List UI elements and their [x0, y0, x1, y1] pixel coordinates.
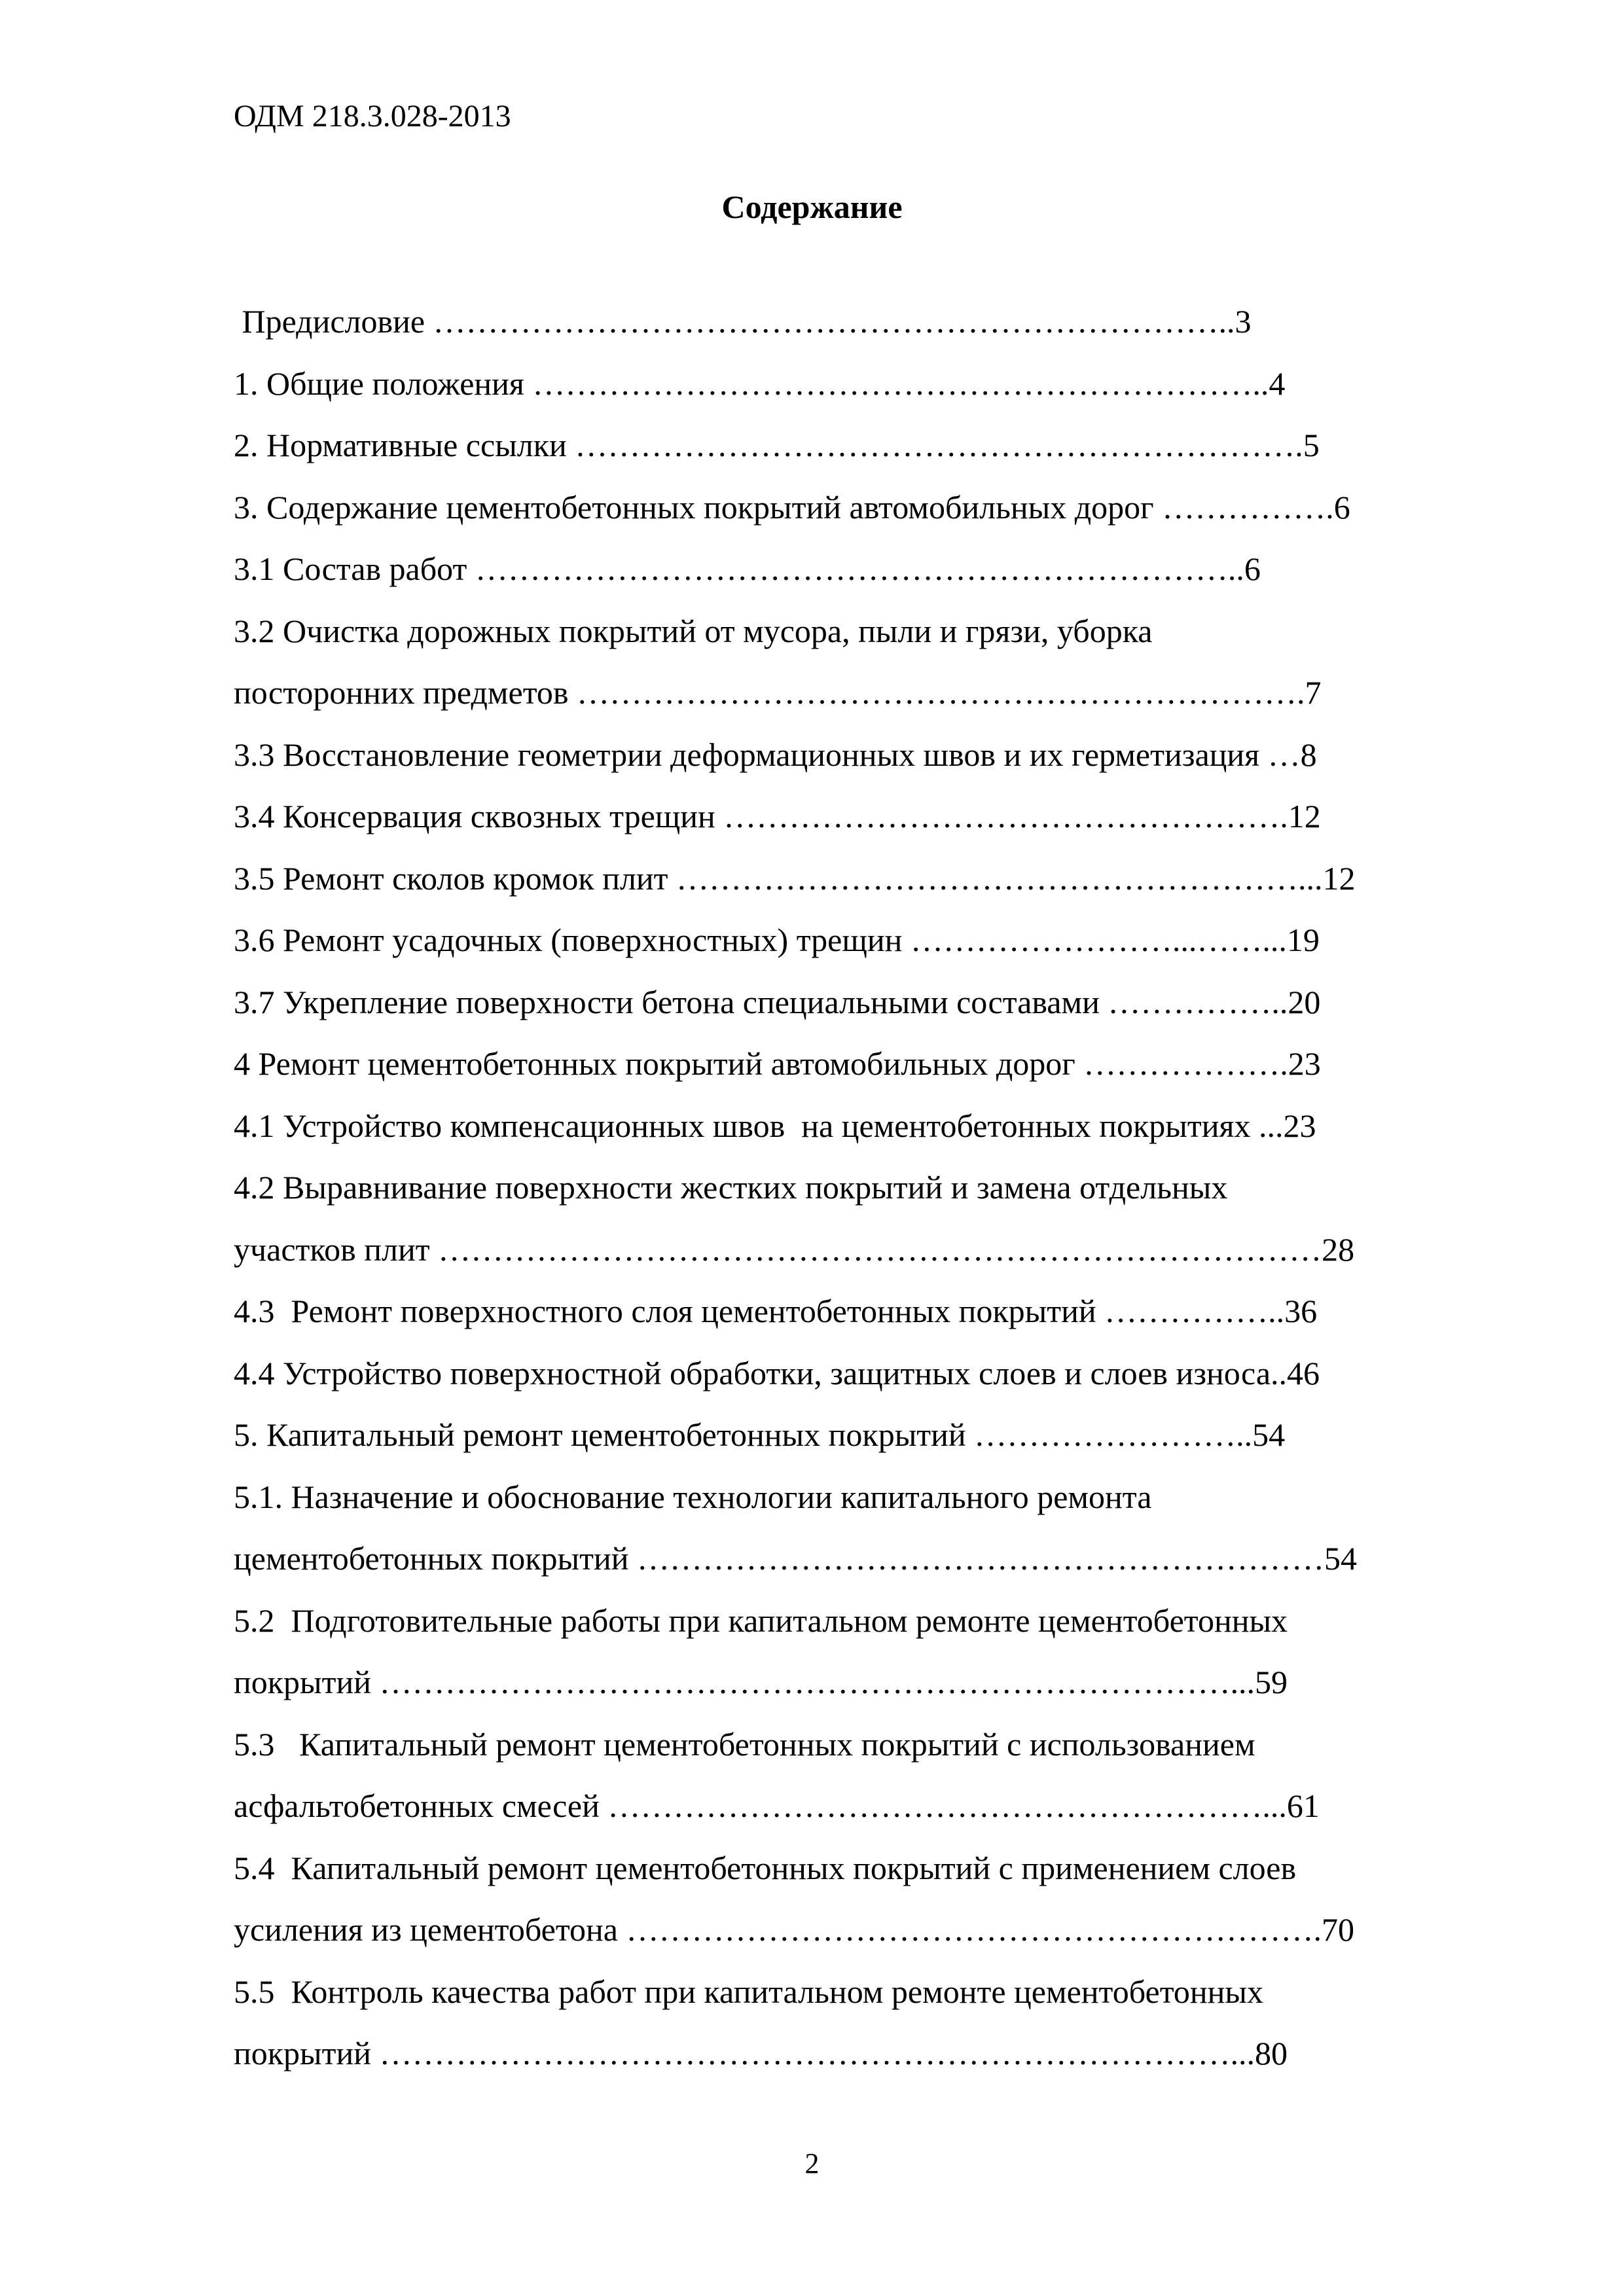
- toc-entry-text: усиления из цементобетона: [234, 1911, 626, 1948]
- toc-entry-text: 4.4 Устройство поверхностной обработки, защитных слоев и слоев износа: [234, 1354, 1271, 1391]
- toc-entry-leader: …………….: [1162, 488, 1334, 526]
- toc-entry-text: 3.5 Ремонт сколов кромок плит: [234, 859, 677, 897]
- toc-entry-page: 19: [1286, 922, 1320, 959]
- toc-entry-text: 3.2 Очистка дорожных покрытий от мусора, пыли и грязи, уборка: [234, 612, 1153, 649]
- toc-entry-text: 1. Общие положения: [234, 365, 533, 402]
- toc-entry: [234, 538, 1500, 600]
- toc-entry-page: 54: [1324, 1540, 1358, 1577]
- toc-entry: [234, 1404, 1500, 1466]
- toc-entry-page: 23: [1283, 1107, 1316, 1144]
- toc-entry-page: 12: [1322, 859, 1356, 897]
- toc-entry-leader: ……………………………………………………………………...: [379, 1664, 1255, 1701]
- page-number: 2: [804, 2147, 820, 2179]
- toc-entry-leader: ……………………...……...: [910, 922, 1287, 959]
- toc-entry: [234, 1651, 1500, 1713]
- toc-entry-text: цементобетонных покрытий: [234, 1540, 638, 1577]
- toc-entry-leader: ………………………………………………………….: [575, 427, 1303, 464]
- toc-entry-leader: …: [1267, 736, 1301, 773]
- toc-entry-text: 4.3 Ремонт поверхностного слоя цементобетонных покрытий: [234, 1293, 1105, 1330]
- toc-entry-text: 5. Капитальный ремонт цементобетонных покрытий: [234, 1416, 975, 1454]
- toc-entry-leader: …………………………………………….: [723, 798, 1288, 835]
- toc-entry: [234, 1157, 1500, 1219]
- toc-entry-text: асфальтобетонных смесей: [234, 1787, 608, 1825]
- document-code: ОДМ 218.3.028-2013: [234, 99, 511, 134]
- toc-entry-text: Предисловие: [234, 303, 433, 340]
- toc-entry: [234, 1961, 1500, 2023]
- toc-entry: [234, 2022, 1500, 2085]
- toc-entry-text: 5.4 Капитальный ремонт цементобетонных покрытий с применением слоев: [234, 1849, 1297, 1886]
- toc-entry: [234, 662, 1500, 724]
- toc-entry-leader: ..: [1271, 1354, 1288, 1391]
- toc-entry: [234, 1713, 1500, 1776]
- toc-entry-leader: …………………………………………………...: [676, 859, 1323, 897]
- toc-entry-leader: ……………………..: [974, 1416, 1253, 1454]
- toc-entry: [234, 291, 1500, 353]
- toc-entry-page: 28: [1322, 1230, 1355, 1268]
- toc-entry-leader: …………………………………………………………..: [532, 365, 1269, 402]
- toc-entry-page: 59: [1255, 1664, 1288, 1701]
- toc-entry-page: 23: [1288, 1045, 1321, 1083]
- toc-entry-text: 3.4 Консервация сквозных трещин: [234, 798, 724, 835]
- toc-entry-page: 36: [1284, 1293, 1318, 1330]
- toc-entry: [234, 1837, 1500, 1899]
- toc-entry: [234, 1528, 1500, 1590]
- toc-entry-leader: ...: [1258, 1107, 1284, 1144]
- toc-entry-leader: ……………………………………………………………………...: [379, 2035, 1255, 2072]
- toc-entry-leader: ………………………………………………………: [637, 1540, 1325, 1577]
- toc-entry: [234, 1095, 1500, 1157]
- toc-entry: [234, 848, 1500, 910]
- toc-entry: [234, 724, 1500, 786]
- toc-entry: [234, 1280, 1500, 1342]
- toc-entry-text: 2. Нормативные ссылки: [234, 427, 575, 464]
- toc-entry-page: 7: [1305, 674, 1322, 711]
- toc-entry-text: покрытий: [234, 2035, 380, 2072]
- toc-entry: [234, 1219, 1500, 1281]
- toc-entry-page: 6: [1333, 488, 1350, 526]
- toc-entry: [234, 1342, 1500, 1405]
- toc-entry-text: 5.5 Контроль качества работ при капитальном ремонте цементобетонных: [234, 1973, 1264, 2010]
- toc-entry-leader: ………………………………………………………….: [577, 674, 1305, 711]
- toc-entry-page: 6: [1244, 550, 1261, 588]
- toc-entry-text: 4.1 Устройство компенсационных швов на цементобетонных покрытиях: [234, 1107, 1259, 1144]
- toc-entry-text: 3. Содержание цементобетонных покрытий автомобильных дорог: [234, 488, 1163, 526]
- toc-title: Содержание: [721, 188, 903, 225]
- toc-entry-leader: ……………………………………………………...: [607, 1787, 1287, 1825]
- toc-entry-page: 61: [1286, 1787, 1320, 1825]
- toc-entry: [234, 476, 1500, 539]
- toc-entry: [234, 971, 1500, 1033]
- toc-entry: [234, 1899, 1500, 1961]
- toc-entry-leader: ………………………………………………………………..: [433, 303, 1235, 340]
- toc-entry-text: 3.1 Состав работ: [234, 550, 475, 588]
- toc-entry: [234, 1466, 1500, 1528]
- toc-entry-page: 20: [1288, 983, 1321, 1020]
- toc-entry-leader: ………………………………………………………………………: [438, 1230, 1322, 1268]
- toc-entry-leader: ……………..: [1108, 983, 1288, 1020]
- toc-entry-leader: ……………………………………………………………..: [475, 550, 1244, 588]
- toc-entry-text: 4 Ремонт цементобетонных покрытий автомобильных дорог: [234, 1045, 1084, 1083]
- toc-entry-leader: ……………………………………………………….: [626, 1911, 1322, 1948]
- toc-entry-page: 12: [1288, 798, 1321, 835]
- toc-entry: [234, 1033, 1500, 1095]
- toc-entry-text: 3.3 Восстановление геометрии деформационных швов и их герметизация: [234, 736, 1268, 773]
- toc-entry-text: 3.7 Укрепление поверхности бетона специальными составами: [234, 983, 1108, 1020]
- toc-entry-text: 5.1. Назначение и обоснование технологии капитального ремонта: [234, 1478, 1152, 1515]
- toc-entry-page: 54: [1252, 1416, 1286, 1454]
- toc-entry-text: посторонних предметов: [234, 674, 577, 711]
- toc-entry-page: 4: [1269, 365, 1286, 402]
- toc-entry-text: участков плит: [234, 1230, 439, 1268]
- toc-entry-text: покрытий: [234, 1664, 380, 1701]
- toc-entry: [234, 1775, 1500, 1837]
- toc-entry: [234, 909, 1500, 971]
- toc-entry: [234, 785, 1500, 848]
- toc-entry-leader: ……………..: [1104, 1293, 1285, 1330]
- toc-entry-text: 4.2 Выравнивание поверхности жестких покрытий и замена отдельных: [234, 1169, 1228, 1206]
- table-of-contents: [234, 291, 1500, 2085]
- toc-entry-text: 5.2 Подготовительные работы при капитальном ремонте цементобетонных: [234, 1602, 1288, 1639]
- toc-entry-page: 5: [1303, 427, 1320, 464]
- toc-entry-leader: ……………….: [1083, 1045, 1288, 1083]
- toc-entry-text: 3.6 Ремонт усадочных (поверхностных) трещин: [234, 922, 911, 959]
- toc-entry: [234, 414, 1500, 476]
- toc-entry-page: 70: [1321, 1911, 1354, 1948]
- toc-entry: [234, 1590, 1500, 1652]
- toc-entry-page: 46: [1287, 1354, 1320, 1391]
- toc-entry: [234, 600, 1500, 662]
- toc-entry: [234, 353, 1500, 415]
- toc-entry-page: 3: [1235, 303, 1252, 340]
- toc-entry-page: 80: [1255, 2035, 1288, 2072]
- toc-entry-page: 8: [1300, 736, 1317, 773]
- toc-entry-text: 5.3 Капитальный ремонт цементобетонных покрытий с использованием: [234, 1725, 1255, 1763]
